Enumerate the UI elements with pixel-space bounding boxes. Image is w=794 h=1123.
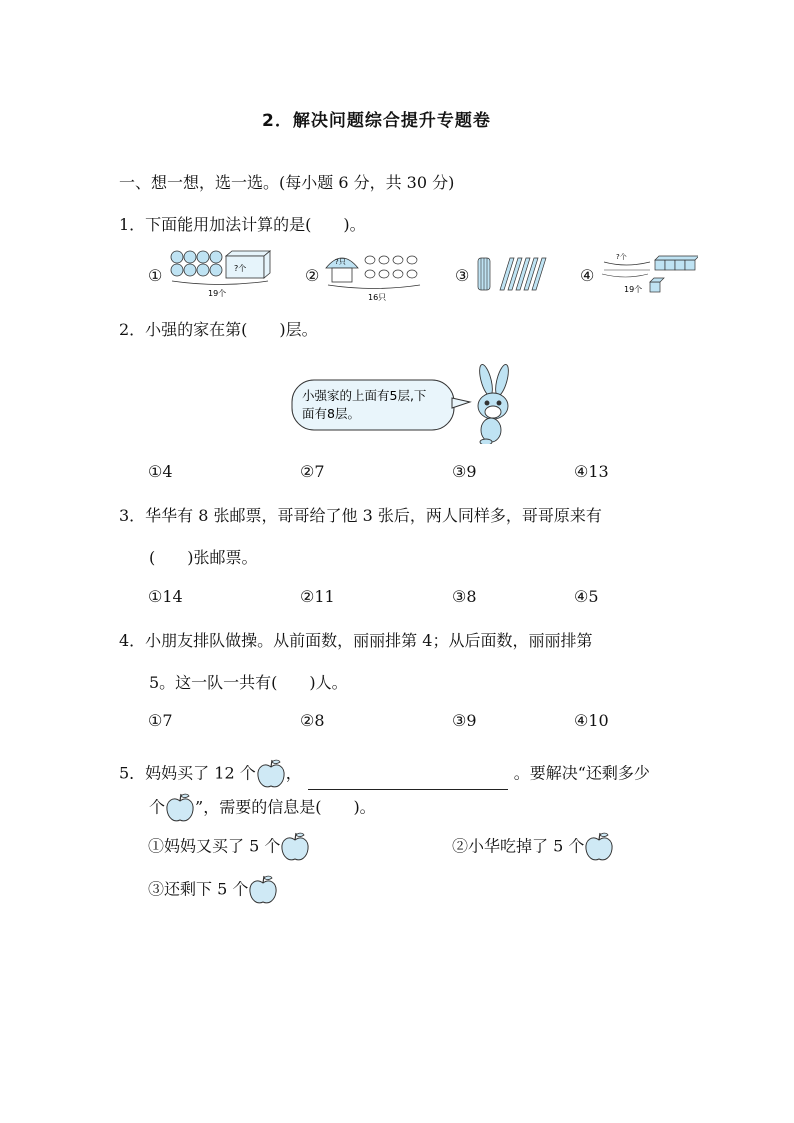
q1-picture-4 [598, 250, 698, 302]
q5-answer-blank[interactable] [308, 771, 508, 790]
q3-option-1: ①14 [148, 587, 183, 606]
question-3-stem-line-2: ( )张邮票。 [149, 548, 258, 567]
q4-option-2: ②8 [300, 711, 325, 730]
question-1-stem: 1．下面能用加法计算的是( )。 [119, 215, 366, 234]
q1-d-bottom-label: 19个 [624, 285, 643, 294]
q5-line2-a: 个 [149, 797, 166, 817]
question-4-stem-line-2: 5。这一队一共有( )人。 [149, 673, 348, 692]
q1-a-total-label: 19个 [208, 289, 227, 298]
q4-option-4: ④10 [574, 711, 609, 730]
q5-option-1-text: ①妈妈又买了 5 个 [148, 836, 281, 856]
q3-option-3: ③8 [452, 587, 477, 606]
q3-option-2: ②11 [300, 587, 335, 606]
q1-option-3: ③ [455, 266, 470, 285]
q4-option-1: ①7 [148, 711, 173, 730]
apple-icon [584, 831, 614, 863]
q5-stem-c: 。要解决“还剩多少 [513, 763, 650, 783]
q5-line2-b: ”，需要的信息是( )。 [195, 797, 376, 817]
question-3-stem-line-1: 3．华华有 8 张邮票，哥哥给了他 3 张后，两人同样多，哥哥原来有 [119, 506, 602, 525]
q5-option-3-text: ③还剩下 5 个 [148, 879, 249, 899]
q5-option-2 [452, 831, 614, 863]
q1-picture-2 [324, 250, 422, 302]
apple-icon [165, 792, 195, 824]
rabbit-icon [477, 363, 511, 444]
question-5-line-2 [149, 792, 376, 824]
question-5-line-1 [119, 758, 650, 790]
q5-stem-a: 5．妈妈买了 12 个 [119, 763, 256, 783]
apple-icon [256, 758, 286, 790]
q1-b-house-label: ?只 [335, 258, 346, 266]
q1-a-box-label: ?个 [234, 264, 247, 273]
q1-picture-3 [474, 254, 548, 294]
q4-option-3: ③9 [452, 711, 477, 730]
q5-option-2-text: ②小华吃掉了 5 个 [452, 836, 585, 856]
section-heading: 一、想一想，选一选。(每小题 6 分，共 30 分) [119, 173, 455, 192]
question-4-stem-line-1: 4．小朋友排队做操。从前面数，丽丽排第 4；从后面数，丽丽排第 [119, 631, 593, 650]
q1-picture-1 [168, 248, 274, 302]
q2-bubble-line-2: 面有8层。 [302, 406, 360, 421]
apple-icon [248, 874, 278, 906]
q2-option-4: ④13 [574, 462, 609, 481]
q1-d-top-label: ?个 [616, 253, 627, 261]
q2-option-2: ②7 [300, 462, 325, 481]
q2-bubble-line-1: 小强家的上面有5层,下 [302, 388, 427, 403]
q1-b-total-label: 16只 [368, 293, 387, 302]
q2-option-3: ③9 [452, 462, 477, 481]
q1-option-1: ① [148, 266, 163, 285]
question-2-stem: 2．小强的家在第( )层。 [119, 320, 318, 339]
q5-option-1 [148, 831, 310, 863]
q2-speech-picture [290, 362, 520, 444]
q1-option-4: ④ [580, 266, 595, 285]
apple-icon [280, 831, 310, 863]
q3-option-4: ④5 [574, 587, 599, 606]
page-title: 2．解决问题综合提升专题卷 [262, 111, 491, 131]
q1-option-2: ② [305, 266, 320, 285]
q5-stem-b: ， [285, 763, 302, 783]
q5-option-3 [148, 874, 278, 906]
q2-option-1: ①4 [148, 462, 173, 481]
